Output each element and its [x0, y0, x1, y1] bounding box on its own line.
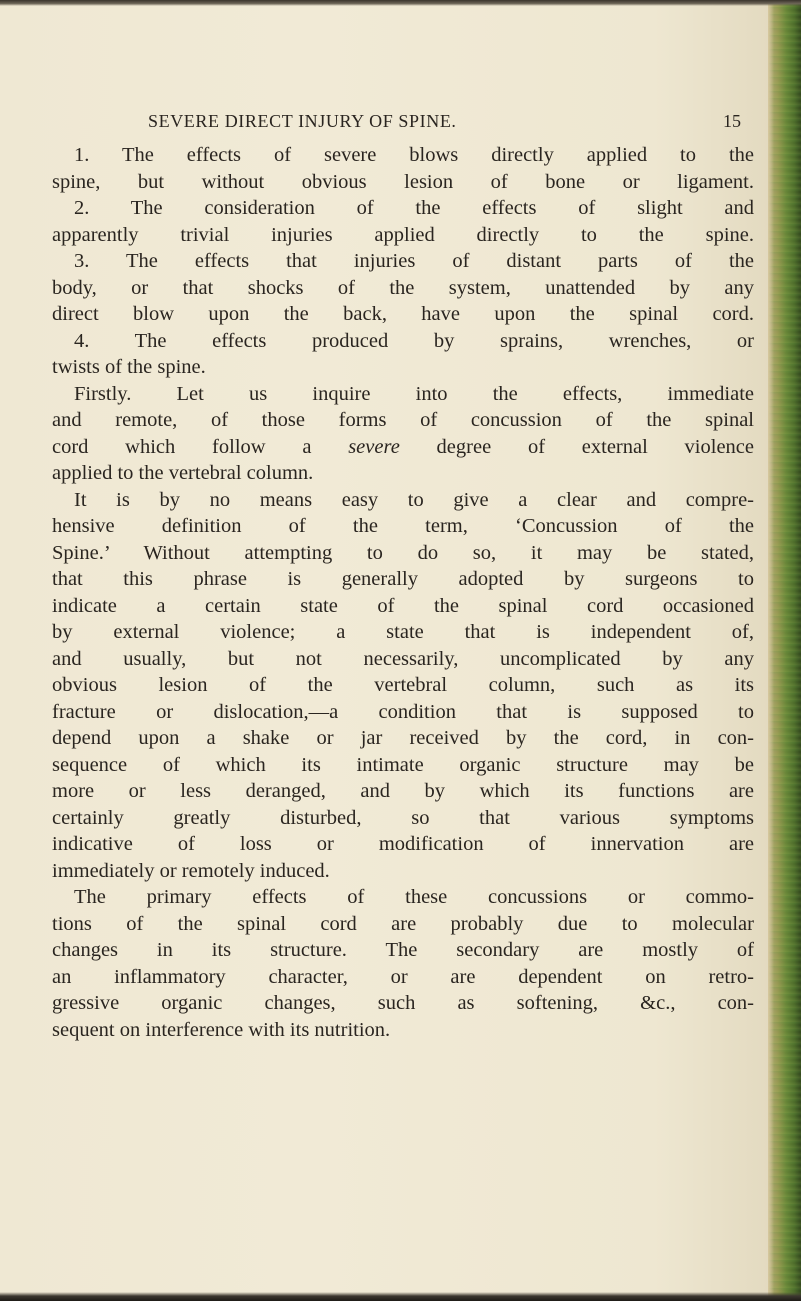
text-line: indicative of loss or modification of innervation are [52, 833, 754, 855]
text-line: indicate a certain state of the spinal cord occasioned [52, 594, 754, 617]
text-line: obvious lesion of the vertebral column, such as its [52, 674, 754, 696]
text-line: hensive definition of the term, ‘Concussion of the [52, 515, 754, 537]
text-line: tions of the spinal cord are probably due to molecular [52, 912, 754, 935]
text-line: an inflammatory character, or are dependent on retro- [52, 965, 754, 988]
text-line: body, or that shocks of the system, unattended by any [52, 276, 754, 299]
text-line: The primary effects of these concussions or commo- [74, 886, 754, 908]
text-line: more or less deranged, and by which its functions are [52, 780, 754, 802]
text-line: 3. The effects that injuries of distant parts of the [74, 250, 754, 272]
text-line: apparently trivial injuries applied directly to the spine. [52, 223, 754, 246]
text-line: 2. The consideration of the effects of slight and [74, 197, 754, 219]
text-line: cord which follow a severe degree of external violence [52, 435, 754, 458]
text-line: fracture or dislocation,—a condition that is supposed to [52, 700, 754, 723]
text-line: It is by no means easy to give a clear and compre- [74, 488, 754, 511]
text-line: and usually, but not necessarily, uncomplicated by any [52, 647, 754, 670]
top-edge-shadow [0, 0, 801, 6]
text-line: depend upon a shake or jar received by the cord, in con- [52, 727, 754, 749]
book-edge [768, 0, 801, 1301]
text-line: that this phrase is generally adopted by surgeons to [52, 568, 754, 590]
text-line: sequence of which its intimate organic structure may be [52, 753, 754, 776]
text-line: direct blow upon the back, have upon the spinal cord. [52, 303, 754, 325]
text-line: Firstly. Let us inquire into the effects, immediate [74, 382, 754, 405]
text-line: spine, but without obvious lesion of bone or ligament. [52, 170, 754, 193]
text-line: immediately or remotely induced. [52, 859, 330, 882]
running-head [0, 111, 770, 137]
text-line: changes in its structure. The secondary are mostly of [52, 939, 754, 961]
italic-text: severe [348, 435, 400, 458]
bottom-edge-shadow [0, 1292, 801, 1301]
text-line: certainly greatly disturbed, so that various symptoms [52, 806, 754, 829]
running-title: SEVERE DIRECT INJURY OF SPINE. [148, 111, 457, 131]
text-line: 1. The effects of severe blows directly applied to the [74, 144, 754, 166]
text-line: and remote, of those forms of concussion of the spinal [52, 409, 754, 431]
page-number: 15 [723, 111, 741, 131]
body-text [52, 142, 754, 1043]
text-line: applied to the vertebral column. [52, 462, 314, 484]
text-line: 4. The effects produced by sprains, wrenches, or [74, 329, 754, 352]
text-line: Spine.’ Without attempting to do so, it may be stated, [52, 541, 754, 564]
text-line: sequent on interference with its nutrition. [52, 1018, 391, 1041]
text-line: gressive organic changes, such as softening, &c., con- [52, 992, 754, 1014]
text-line: twists of the spine. [52, 356, 206, 378]
text-line: by external violence; a state that is independent of, [52, 621, 754, 643]
